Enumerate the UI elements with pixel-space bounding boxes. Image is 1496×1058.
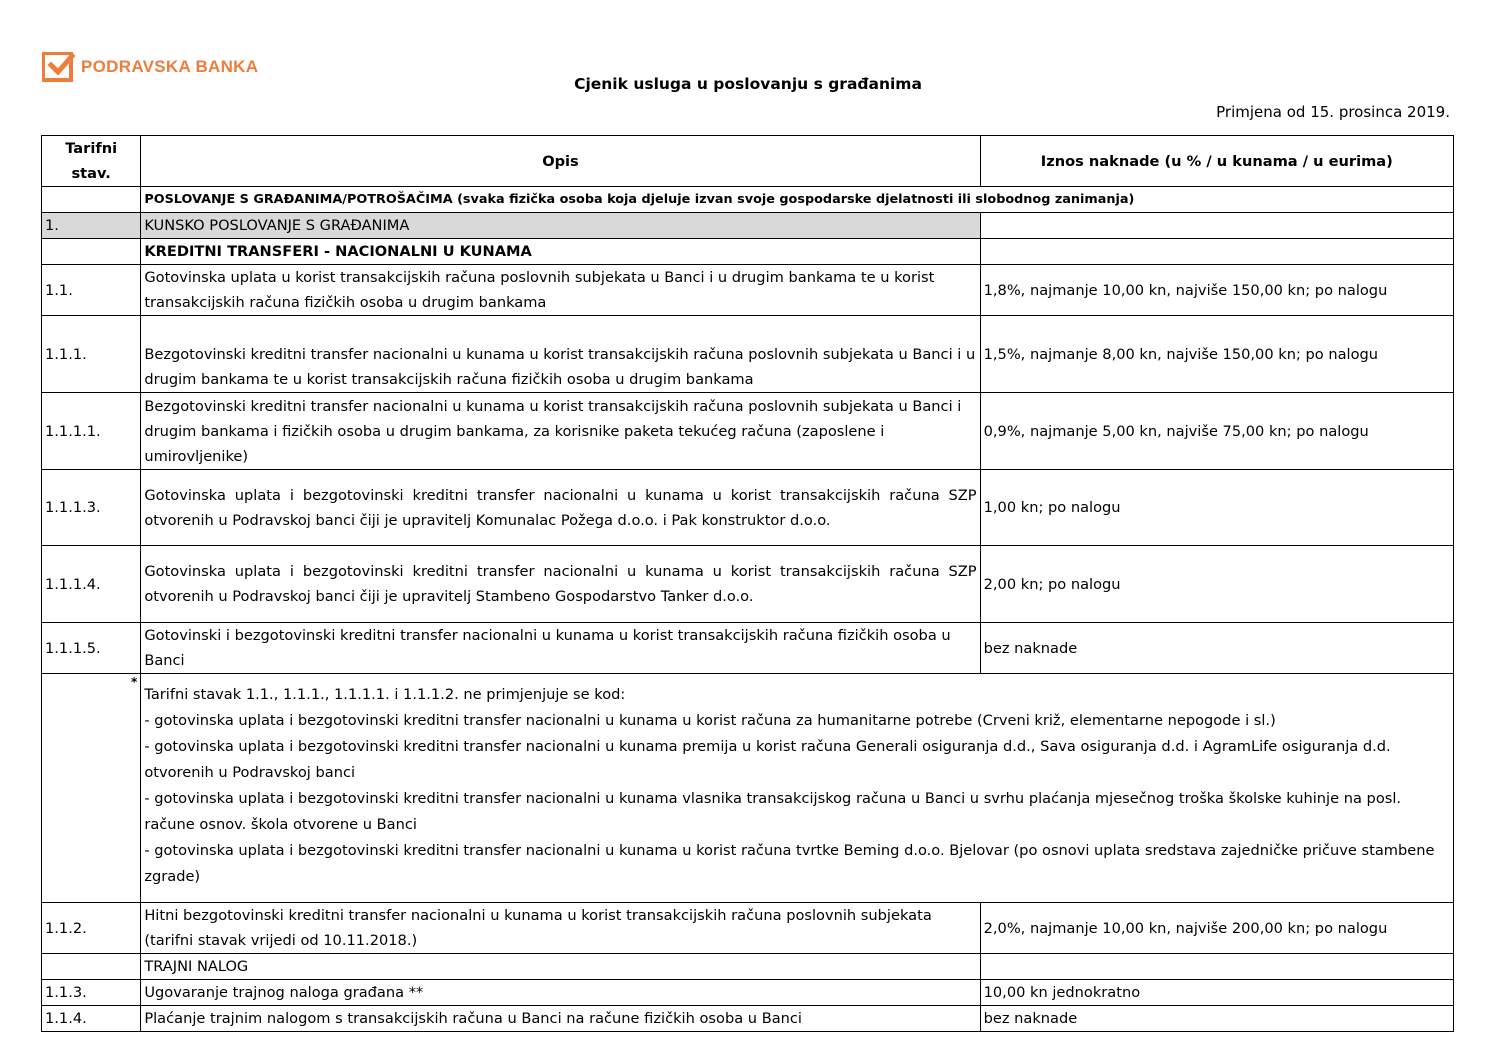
- row-fee: 0,9%, najmanje 5,00 kn, najviše 75,00 kn; po nalogu: [980, 393, 1453, 470]
- table-row: [42, 316, 1454, 393]
- row-description: Ugovaranje trajnog naloga građana **: [141, 980, 980, 1006]
- row-description: Hitni bezgotovinski kreditni transfer nacionalni u kunama u korist transakcijskih računa poslovnih subjekata (tarifni stavak vrijedi od 10.11.2018.): [141, 903, 980, 954]
- table-row: [42, 470, 1454, 546]
- column-header-fee: Iznos naknade (u % / u kunama / u eurima): [980, 136, 1453, 187]
- note-line: - gotovinska uplata i bezgotovinski kreditni transfer nacionalni u kunama premija u korist računa Generali osiguranja d.d., Sava osiguranja d.d. i AgramLife osiguranja d.d. otvorenih u Podravskoj banci: [144, 738, 1391, 781]
- note-line: - gotovinska uplata i bezgotovinski kreditni transfer nacionalni u kunama u korist računa za humanitarne potrebe (Crveni križ, elementarne nepogode i sl.): [144, 712, 1276, 729]
- intro-text: POSLOVANJE S GRAĐANIMA/POTROŠAČIMA (svaka fizička osoba koja djeluje izvan svoje gospodarske djelatnosti ili slobodnog zanimanja): [141, 187, 1454, 213]
- table-row: [42, 903, 1454, 954]
- row-description: Gotovinska uplata i bezgotovinski kreditni transfer nacionalni u kunama u korist transakcijskih računa SZP otvorenih u Podravskoj banci čiji je upravitelj Komunalac Požega d.o.o. i Pak konstruktor d.o.o.: [141, 470, 980, 546]
- note-text: [141, 674, 1454, 903]
- intro-row: [42, 187, 1454, 213]
- row-fee: 1,8%, najmanje 10,00 kn, najviše 150,00 kn; po nalogu: [980, 265, 1453, 316]
- table-header-row: [42, 136, 1454, 187]
- row-description: Gotovinska uplata u korist transakcijskih računa poslovnih subjekata u Banci i u drugim bankama te u korist transakcijskih računa fizičkih osoba u drugim bankama: [141, 265, 980, 316]
- table-cell: [42, 954, 141, 980]
- note-line: Tarifni stavak 1.1., 1.1.1., 1.1.1.1. i 1.1.1.2. ne primjenjuje se kod:: [144, 686, 626, 703]
- table-cell: [42, 239, 141, 265]
- row-description: Bezgotovinski kreditni transfer nacionalni u kunama u korist transakcijskih računa poslovnih subjekata u Banci i u drugim bankama te u korist transakcijskih računa fizičkih osoba u drugim bankama: [141, 316, 980, 393]
- column-header-description: Opis: [141, 136, 980, 187]
- row-code: 1.1.1.: [42, 316, 141, 393]
- row-code: 1.1.: [42, 265, 141, 316]
- row-code: 1.1.3.: [42, 980, 141, 1006]
- row-fee: 10,00 kn jednokratno: [980, 980, 1453, 1006]
- column-header-code: Tarifni stav.: [42, 136, 141, 187]
- row-fee: 1,00 kn; po nalogu: [980, 470, 1453, 546]
- row-code: 1.1.1.3.: [42, 470, 141, 546]
- row-code: 1.1.1.1.: [42, 393, 141, 470]
- note-row: [42, 674, 1454, 903]
- row-code: 1.1.1.5.: [42, 623, 141, 674]
- table-row: [42, 623, 1454, 674]
- table-cell: [980, 954, 1453, 980]
- row-fee: 2,00 kn; po nalogu: [980, 546, 1453, 623]
- table-row: [42, 1006, 1454, 1032]
- row-code: 1.1.2.: [42, 903, 141, 954]
- row-description: Gotovinski i bezgotovinski kreditni transfer nacionalni u kunama u korist transakcijskih računa fizičkih osoba u Banci: [141, 623, 980, 674]
- table-cell: [42, 187, 141, 213]
- table-cell: [980, 239, 1453, 265]
- effective-date: Primjena od 15. prosinca 2019.: [1216, 103, 1450, 121]
- table-row: [42, 546, 1454, 623]
- section-code: 1.: [42, 213, 141, 239]
- row-fee: bez naknade: [980, 1006, 1453, 1032]
- row-description: Plaćanje trajnim nalogom s transakcijskih računa u Banci na račune fizičkih osoba u Banci: [141, 1006, 980, 1032]
- tariff-table: [41, 135, 1454, 1032]
- row-fee: 1,5%, najmanje 8,00 kn, najviše 150,00 kn; po nalogu: [980, 316, 1453, 393]
- row-fee: bez naknade: [980, 623, 1453, 674]
- note-marker: *: [42, 674, 141, 903]
- table-row: [42, 393, 1454, 470]
- subsection-row: [42, 954, 1454, 980]
- table-cell: [980, 213, 1453, 239]
- logo-text: PODRAVSKA BANKA: [81, 57, 259, 76]
- subsection-label: TRAJNI NALOG: [141, 954, 980, 980]
- section-row: [42, 213, 1454, 239]
- page-title: Cjenik usluga u poslovanju s građanima: [574, 75, 922, 93]
- subsection-label: KREDITNI TRANSFERI - NACIONALNI U KUNAMA: [141, 239, 980, 265]
- row-fee: 2,0%, najmanje 10,00 kn, najviše 200,00 kn; po nalogu: [980, 903, 1453, 954]
- table-row: [42, 980, 1454, 1006]
- note-line: - gotovinska uplata i bezgotovinski kreditni transfer nacionalni u kunama vlasnika transakcijskog računa u Banci u svrhu plaćanja mjesečnog troška školske kuhinje na posl. račune osnov. škola otvorene u Banci: [144, 790, 1402, 833]
- row-code: 1.1.1.4.: [42, 546, 141, 623]
- section-label: KUNSKO POSLOVANJE S GRAĐANIMA: [141, 213, 980, 239]
- row-description: Bezgotovinski kreditni transfer nacionalni u kunama u korist transakcijskih računa poslovnih subjekata u Banci i drugim bankama i fizičkih osoba u drugim bankama, za korisnike paketa tekućeg računa (zaposlene i umirovljenike): [141, 393, 980, 470]
- table-row: [42, 265, 1454, 316]
- row-description: Gotovinska uplata i bezgotovinski kreditni transfer nacionalni u kunama u korist transakcijskih računa SZP otvorenih u Podravskoj banci čiji je upravitelj Stambeno Gospodarstvo Tanker d.o.o.: [141, 546, 980, 623]
- subsection-row: [42, 239, 1454, 265]
- row-code: 1.1.4.: [42, 1006, 141, 1032]
- note-line: - gotovinska uplata i bezgotovinski kreditni transfer nacionalni u kunama u korist računa tvrtke Beming d.o.o. Bjelovar (po osnovi uplata sredstava zajedničke pričuve stambene zgrade): [144, 842, 1435, 885]
